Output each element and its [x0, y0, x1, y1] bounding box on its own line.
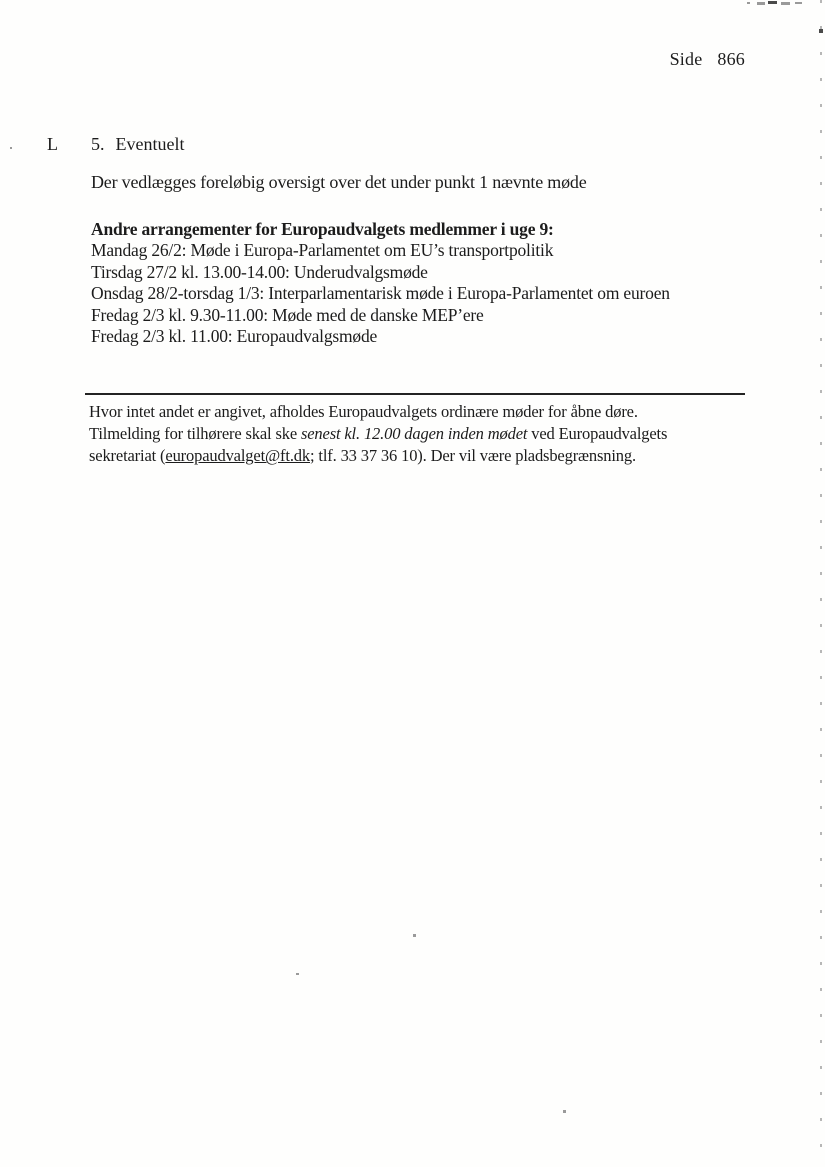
event-line: Fredag 2/3 kl. 9.30-11.00: Møde med de danske MEP’ere — [91, 304, 484, 325]
footnote-line2-text: Tilmelding for tilhørere skal ske — [89, 424, 301, 444]
page-number-header — [670, 49, 745, 70]
scan-speck — [563, 1110, 566, 1113]
event-line: Fredag 2/3 kl. 11.00: Europaudvalgsmøde — [91, 326, 378, 347]
footnote-divider — [85, 393, 745, 395]
footnote-line3-text-end: ; tlf. 33 37 36 10). Der vil være pladsbegrænsning. — [310, 446, 636, 466]
scan-speck — [768, 1, 777, 4]
scan-speck — [747, 2, 750, 4]
scan-speck — [413, 934, 416, 937]
events-block — [91, 219, 670, 347]
events-heading: Andre arrangementer for Europaudvalgets medlemmer i uge 9: — [91, 219, 554, 239]
footnote-line3-text: sekretariat ( — [89, 446, 166, 466]
footnote-line-3 — [89, 445, 667, 467]
scan-speck — [781, 2, 790, 5]
section-number: 5. — [91, 134, 105, 154]
event-line: Onsdag 28/2-torsdag 1/3: Interparlamentarisk møde i Europa-Parlamentet om euroen — [91, 283, 670, 304]
footnote-block — [89, 401, 667, 468]
section-title: Eventuelt — [115, 134, 185, 154]
scan-edge-artifact — [820, 0, 822, 1167]
footnote-line-2 — [89, 423, 667, 445]
intro-paragraph: Der vedlægges foreløbig oversigt over det under punkt 1 nævnte møde — [91, 172, 587, 192]
scan-speck — [819, 29, 823, 33]
scan-speck — [757, 2, 765, 5]
scan-speck — [795, 2, 802, 4]
page-number: 866 — [717, 49, 745, 69]
scan-speck — [10, 147, 12, 149]
event-line: Tirsdag 27/2 kl. 13.00-14.00: Underudvalgsmøde — [91, 261, 428, 282]
email-link[interactable]: europaudvalget@ft.dk — [165, 446, 310, 466]
event-line: Mandag 26/2: Møde i Europa-Parlamentet om EU’s transportpolitik — [91, 240, 554, 261]
footnote-line2-text-end: ved Europaudvalgets — [527, 424, 668, 444]
footnote-deadline-italic: senest kl. 12.00 dagen inden mødet — [300, 424, 528, 444]
section-heading — [91, 134, 184, 155]
scan-speck — [296, 973, 299, 975]
page-label: Side — [669, 49, 703, 69]
footnote-line-1: Hvor intet andet er angivet, afholdes Europaudvalgets ordinære møder for åbne døre. — [89, 402, 638, 421]
margin-letter: L — [47, 134, 58, 154]
